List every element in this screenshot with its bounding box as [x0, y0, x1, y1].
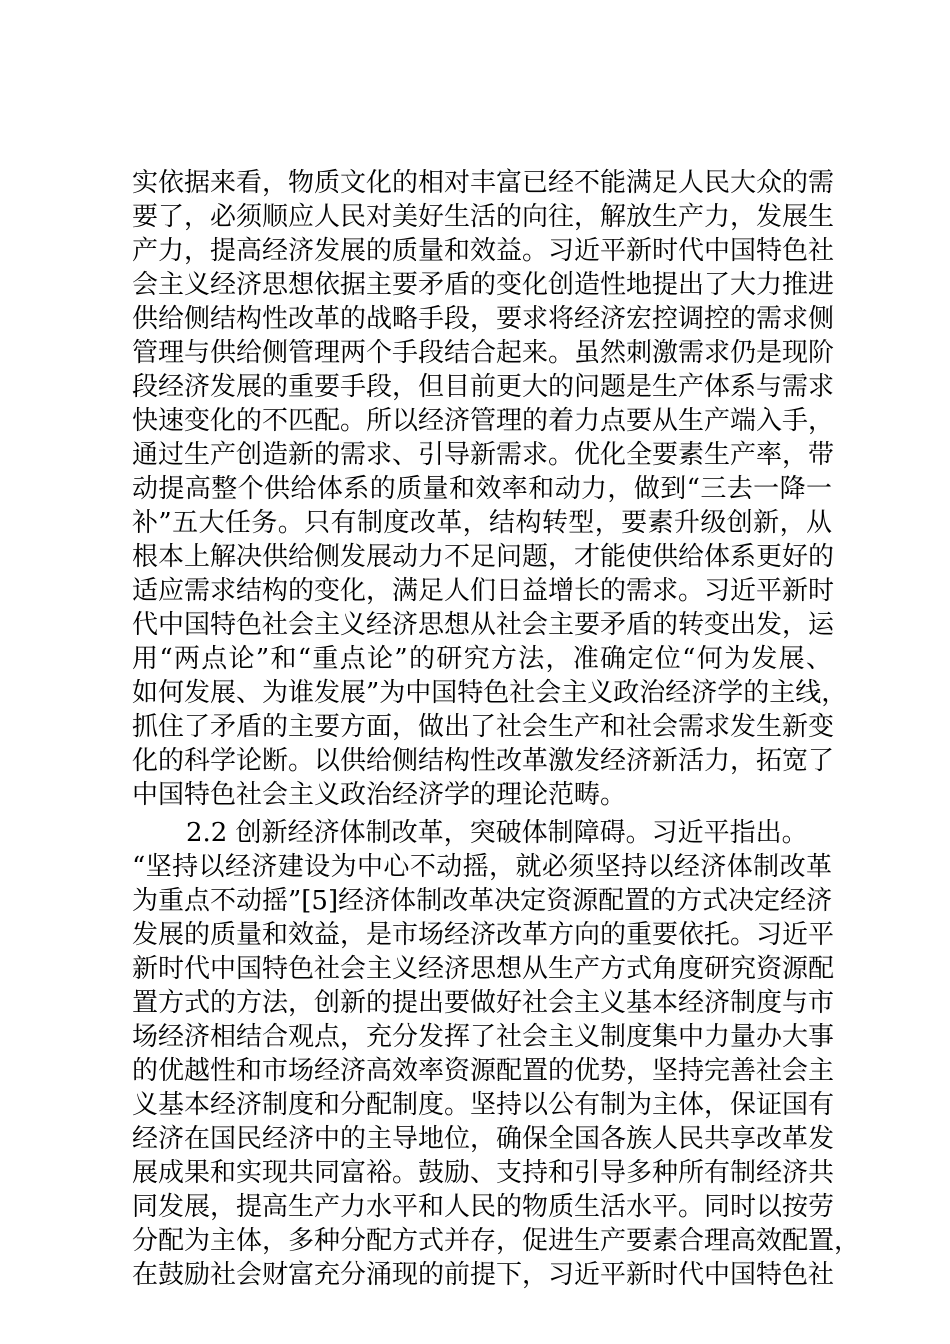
text-line: 置方式的方法，创新的提出要做好社会主义基本经济制度与市	[132, 988, 835, 1018]
text-line: 快速变化的不匹配。所以经济管理的着力点要从生产端入手，	[132, 406, 835, 436]
text-line: 发展的质量和效益，是市场经济改革方向的重要依托。习近平	[132, 920, 835, 950]
text-line: 分配为主体，多种分配方式并存，促进生产要素合理高效配置，	[132, 1226, 861, 1256]
text-line: 适应需求结构的变化，满足人们日益增长的需求。习近平新时	[132, 576, 835, 606]
text-line: 经济在国民经济中的主导地位，确保全国各族人民共享改革发	[132, 1124, 835, 1154]
text-line: 通过生产创造新的需求、引导新需求。优化全要素生产率，带	[132, 440, 835, 470]
text-line: 补”五大任务。只有制度改革，结构转型，要素升级创新，从	[132, 508, 832, 538]
text-line: 义基本经济制度和分配制度。坚持以公有制为主体，保证国有	[132, 1090, 835, 1120]
text-line: 中国特色社会主义政治经济学的理论范畴。	[132, 780, 627, 810]
text-line: 段经济发展的重要手段，但目前更大的问题是生产体系与需求	[132, 372, 835, 402]
section-heading-line: 2.2 创新经济体制改革，突破体制障碍。习近平指出。	[186, 818, 808, 848]
text-line: 为重点不动摇”[5]经济体制改革决定资源配置的方式决定经济	[132, 886, 833, 916]
text-line: 代中国特色社会主义经济思想从社会主要矛盾的转变出发，运	[132, 610, 835, 640]
text-line: 实依据来看，物质文化的相对丰富已经不能满足人民大众的需	[132, 168, 835, 198]
text-line: 根本上解决供给侧发展动力不足问题，才能使供给体系更好的	[132, 542, 835, 572]
text-line: 的优越性和市场经济高效率资源配置的优势，坚持完善社会主	[132, 1056, 835, 1086]
text-line: 化的科学论断。以供给侧结构性改革激发经济新活力，拓宽了	[132, 746, 835, 776]
text-line: 在鼓励社会财富充分涌现的前提下，习近平新时代中国特色社	[132, 1260, 835, 1290]
text-line: 如何发展、为谁发展”为中国特色社会主义政治经济学的主线，	[132, 678, 848, 708]
text-line: 产力，提高经济发展的质量和效益。习近平新时代中国特色社	[132, 236, 835, 266]
text-line: 用“两点论”和“重点论”的研究方法，准确定位“何为发展、	[132, 644, 832, 674]
text-line: 展成果和实现共同富裕。鼓励、支持和引导多种所有制经济共	[132, 1158, 835, 1188]
text-line: 要了，必须顺应人民对美好生活的向往，解放生产力，发展生	[132, 202, 835, 232]
text-line: 供给侧结构性改革的战略手段，要求将经济宏控调控的需求侧	[132, 304, 835, 334]
text-line: 新时代中国特色社会主义经济思想从生产方式角度研究资源配	[132, 954, 835, 984]
text-line: 动提高整个供给体系的质量和效率和动力，做到“三去一降一	[132, 474, 832, 504]
text-line: 场经济相结合观点，充分发挥了社会主义制度集中力量办大事	[132, 1022, 835, 1052]
text-line: “坚持以经济建设为中心不动摇，就必须坚持以经济体制改革	[132, 852, 832, 882]
text-line: 会主义经济思想依据主要矛盾的变化创造性地提出了大力推进	[132, 270, 835, 300]
text-line: 同发展，提高生产力水平和人民的物质生活水平。同时以按劳	[132, 1192, 835, 1222]
text-line: 抓住了矛盾的主要方面，做出了社会生产和社会需求发生新变	[132, 712, 835, 742]
text-line: 管理与供给侧管理两个手段结合起来。虽然刺激需求仍是现阶	[132, 338, 835, 368]
